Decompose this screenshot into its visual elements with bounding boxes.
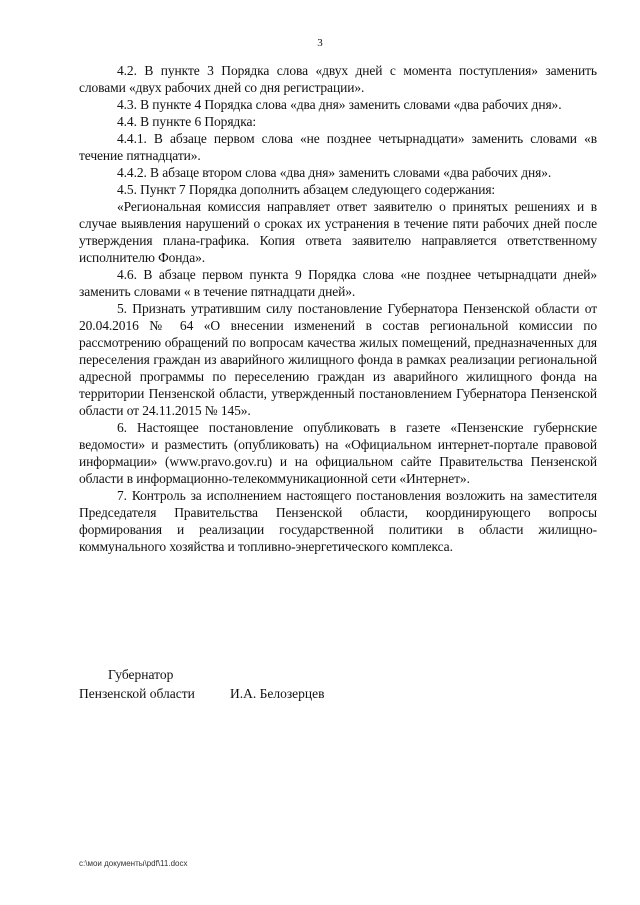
paragraph-4-2: 4.2. В пункте 3 Порядка слова «двух дней с момента поступления» заменить словами «двух рабочих дней со дня регистрации».	[79, 63, 597, 95]
paragraph-4-5-quote: «Региональная комиссия направляет ответ заявителю о принятых решениях и в случае выявления нарушений о сроках их устранения в течение пяти рабочих дней после утверждения плана-графика. Копия ответа заявителю направляется ответственному исполнителю Фонда».	[79, 199, 597, 265]
signature-name: И.А. Белозерцев	[230, 686, 325, 701]
signature-title: Губернатор	[108, 667, 174, 682]
signature-region: Пензенской области	[79, 686, 195, 701]
paragraph-7: 7. Контроль за исполнением настоящего постановления возложить на заместителя Председателя Правительства Пензенской области, координирующего вопросы формирования и реализации государственной политики в области жилищно-коммунального хозяйства и топливно-энергетического комплекса.	[79, 488, 597, 554]
paragraph-4-4-1: 4.4.1. В абзаце первом слова «не позднее четырнадцати» заменить словами «в течение пятнадцати».	[79, 131, 597, 163]
paragraph-4-4: 4.4. В пункте 6 Порядка:	[117, 114, 257, 129]
paragraph-5: 5. Признать утратившим силу постановление Губернатора Пензенской области от 20.04.2016 № 64 «О внесении изменений в состав региональной комиссии по рассмотрению обращений по вопросам качества жилых помещений, предназначенных для переселения граждан из аварийного жилищного фонда в рамках реализации региональной адресной программы по переселению граждан из аварийного жилищного фонда на территории Пензенской области, утвержденный постановлением Губернатора Пензенской области от 24.11.2015 № 145».	[79, 301, 597, 418]
document-body	[79, 62, 597, 555]
page-number: 3	[317, 37, 323, 49]
paragraph-4-3: 4.3. В пункте 4 Порядка слова «два дня» заменить словами «два рабочих дня».	[117, 97, 562, 112]
paragraph-6: 6. Настоящее постановление опубликовать в газете «Пензенские губернские ведомости» и разместить (опубликовать) на «Официальном интернет-портале правовой информации» (www.pravo.gov.ru) и на официальном сайте Правительства Пензенской области в информационно-телекоммуникационной сети «Интернет».	[79, 420, 597, 486]
paragraph-4-5: 4.5. Пункт 7 Порядка дополнить абзацем следующего содержания:	[117, 182, 496, 197]
paragraph-4-4-2: 4.4.2. В абзаце втором слова «два дня» заменить словами «два рабочих дня».	[117, 165, 552, 180]
footer-file-path: c:\мои документы\pdf\11.docx	[79, 859, 188, 868]
paragraph-4-6: 4.6. В абзаце первом пункта 9 Порядка слова «не позднее четырнадцати дней» заменить словами « в течение пятнадцати дней».	[79, 267, 597, 299]
